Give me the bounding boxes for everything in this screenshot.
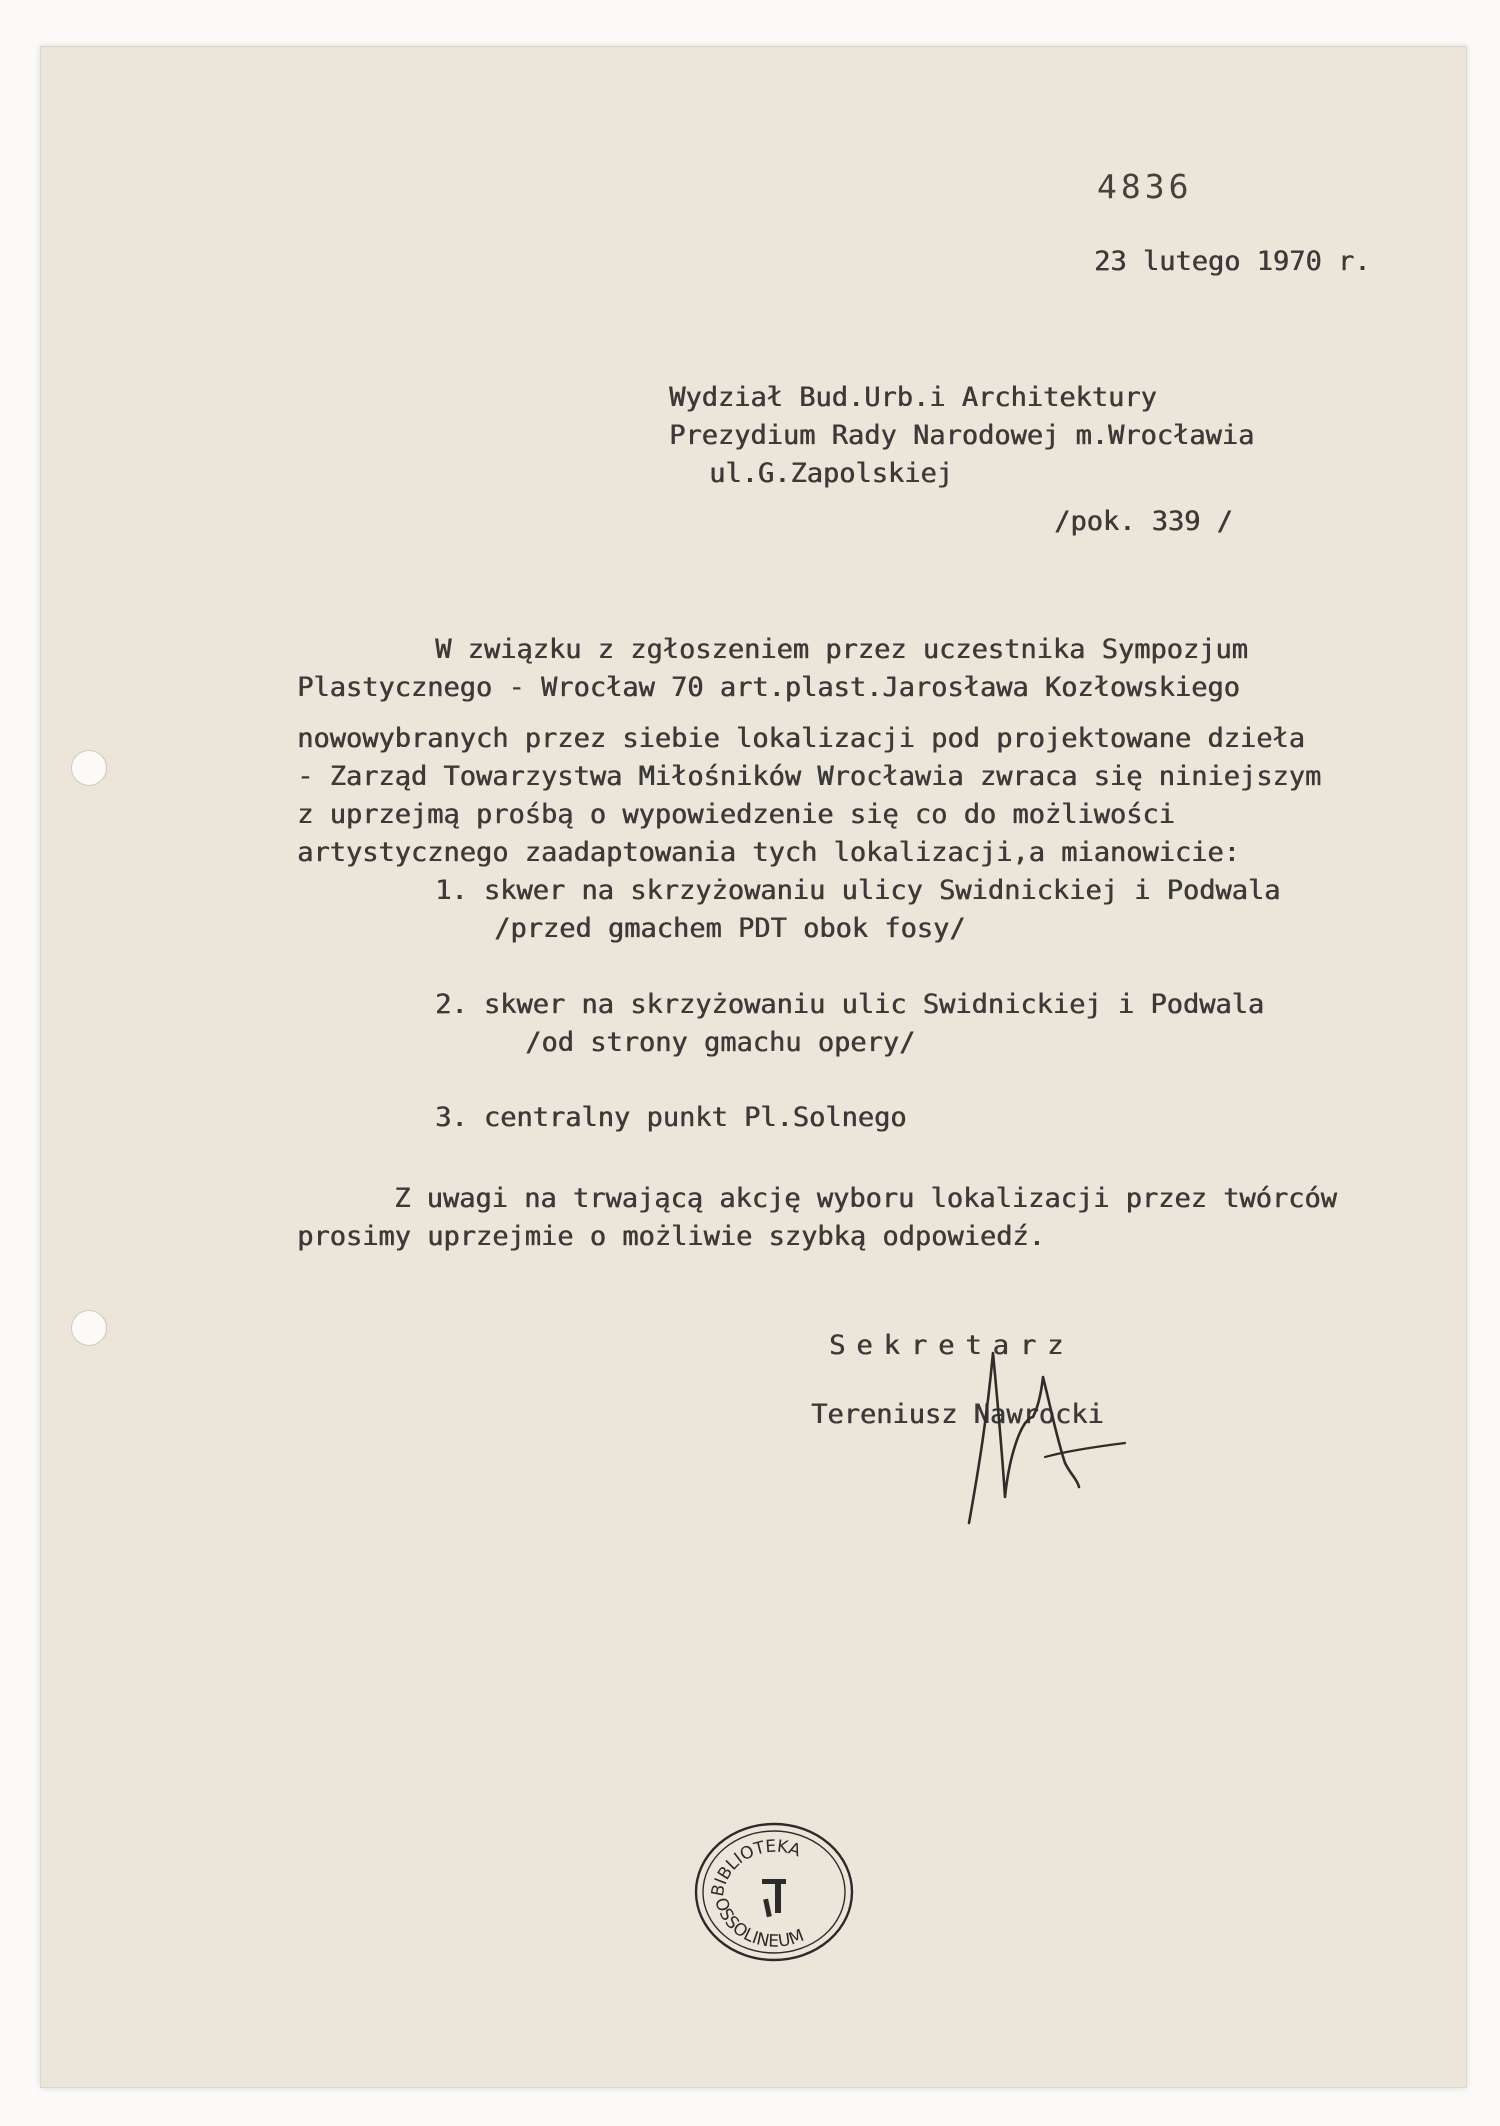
punch-hole-top <box>71 750 107 786</box>
punch-hole-bottom <box>71 1310 107 1346</box>
signature-title: Sekretarz <box>829 1330 1075 1361</box>
body-line-5: z uprzejmą prośbą o wypowiedzenie się co do możliwości <box>297 799 1175 830</box>
document-page <box>40 46 1467 2088</box>
list-item-2: 2. skwer na skrzyżowaniu ulic Swidnickiej i Podwala <box>435 989 1265 1020</box>
recipient-line-1: Wydział Bud.Urb.i Architektury <box>669 382 1157 413</box>
handwritten-signature <box>961 1347 1141 1527</box>
body-line-1: W związku z zgłoszeniem przez uczestnika Sympozjum <box>435 634 1248 665</box>
body-line-6: artystycznego zaadaptowania tych lokalizacji,a mianowicie: <box>297 837 1240 868</box>
body-line-2: Plastycznego - Wrocław 70 art.plast.Jarosława Kozłowskiego <box>297 672 1240 703</box>
closing-line-2: prosimy uprzejmie o możliwie szybką odpowiedź. <box>297 1221 1045 1252</box>
svg-text:BIBLIOTEKA: BIBLIOTEKA <box>707 1836 804 1899</box>
recipient-line-3: ul.G.Zapolskiej <box>709 458 953 489</box>
document-number: 4836 <box>1097 167 1193 206</box>
document-date: 23 lutego 1970 r. <box>1094 246 1371 277</box>
svg-text:OSSOLINEUM: OSSOLINEUM <box>710 1895 807 1952</box>
list-item-3: 3. centralny punkt Pl.Solnego <box>435 1102 907 1133</box>
library-stamp <box>689 1817 859 1967</box>
body-line-4: - Zarząd Towarzystwa Miłośników Wrocławia zwraca się niniejszym <box>297 761 1322 792</box>
body-line-3: nowowybranych przez siebie lokalizacji pod projektowane dzieła <box>297 723 1305 754</box>
list-item-1: 1. skwer na skrzyżowaniu ulicy Swidnickiej i Podwala <box>435 875 1281 906</box>
closing-line-1: Z uwagi na trwającą akcję wyboru lokalizacji przez twórców <box>394 1183 1337 1214</box>
list-item-2-detail: /od strony gmachu opery/ <box>525 1027 916 1058</box>
signature-name: Tereniusz Nawrocki <box>811 1399 1104 1430</box>
recipient-line-2: Prezydium Rady Narodowej m.Wrocławia <box>669 420 1255 451</box>
list-item-1-detail: /przed gmachem PDT obok fosy/ <box>494 913 966 944</box>
recipient-room: /pok. 339 / <box>1054 506 1233 537</box>
